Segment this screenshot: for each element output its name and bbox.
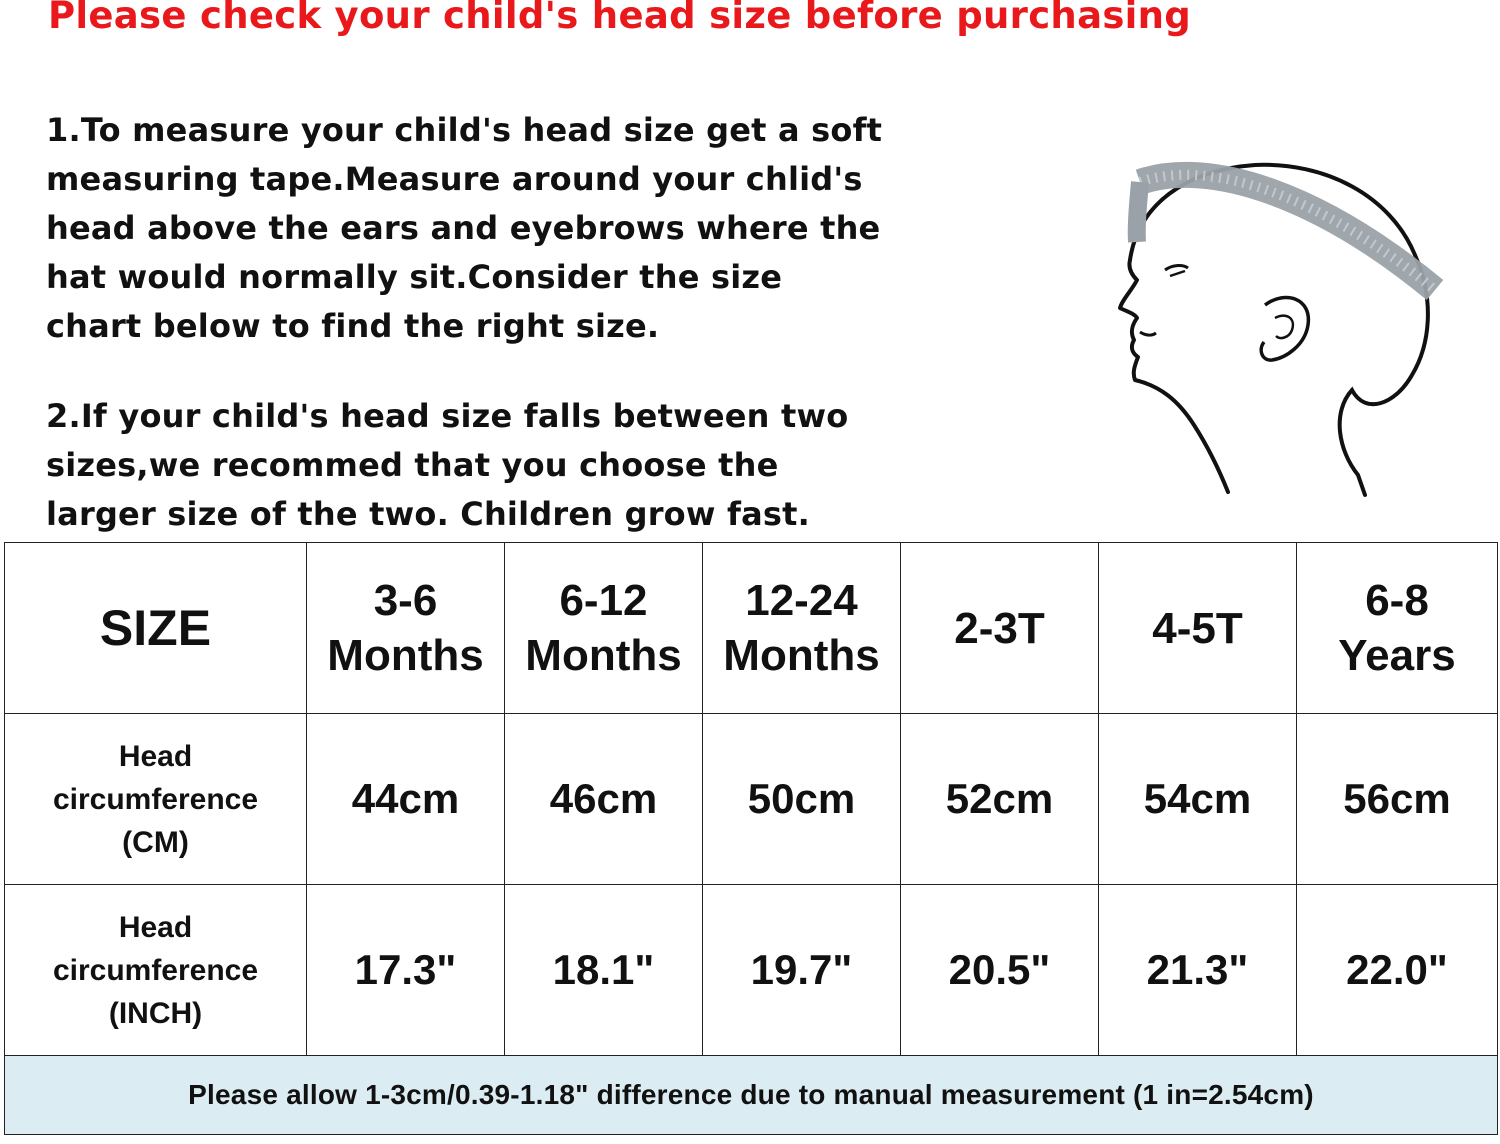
cm-value: 54cm [1099, 714, 1297, 885]
size-column-header [703, 543, 901, 714]
size-unit: Years [1338, 631, 1456, 680]
label-line: (CM) [122, 825, 189, 859]
size-value: 4-5T [1152, 603, 1243, 653]
size-column-header [1297, 543, 1498, 714]
size-column-header [1099, 543, 1297, 714]
size-value: 2-3T [954, 603, 1045, 653]
inch-row-label [5, 885, 307, 1056]
cm-value: 52cm [901, 714, 1099, 885]
cm-row [5, 714, 1498, 885]
inch-value: 19.7" [703, 885, 901, 1056]
size-value: 6-8 [1365, 576, 1429, 625]
instruction-paragraph-2 [46, 392, 1056, 539]
instruction-line: hat would normally sit.Consider the size [46, 258, 783, 296]
label-line: circumference [52, 953, 259, 987]
size-header-label: SIZE [5, 543, 307, 714]
size-value: 6-12 [559, 576, 648, 625]
label-line: Head [118, 739, 193, 773]
instruction-line: 2.If your child's head size falls between two [46, 397, 849, 435]
size-column-header [307, 543, 505, 714]
inch-value: 20.5" [901, 885, 1099, 1056]
cm-value: 50cm [703, 714, 901, 885]
page-title: Please check your child's head size before purchasing [48, 0, 1192, 37]
measurement-note: Please allow 1-3cm/0.39-1.18" difference due to manual measurement (1 in=2.54cm) [5, 1056, 1498, 1135]
inch-value: 18.1" [505, 885, 703, 1056]
instruction-line: chart below to find the right size. [46, 307, 660, 345]
label-line: Head [118, 910, 193, 944]
instruction-line: measuring tape.Measure around your chlid's [46, 160, 863, 198]
cm-value: 46cm [505, 714, 703, 885]
size-column-header [901, 543, 1099, 714]
size-unit: Months [327, 631, 484, 680]
instruction-line: head above the ears and eyebrows where the [46, 209, 881, 247]
note-row [5, 1056, 1498, 1135]
label-line: circumference [52, 782, 259, 816]
size-column-header [505, 543, 703, 714]
inch-value: 17.3" [307, 885, 505, 1056]
cm-row-label [5, 714, 307, 885]
size-value: 3-6 [373, 576, 438, 625]
cm-value: 44cm [307, 714, 505, 885]
size-chart-table [4, 542, 1498, 1135]
instruction-line: larger size of the two. Children grow fast. [46, 495, 810, 533]
label-line: (INCH) [108, 996, 203, 1030]
size-unit: Months [525, 631, 682, 680]
size-header-row [5, 543, 1498, 714]
instruction-paragraph-1 [46, 106, 1056, 351]
size-unit: Months [723, 631, 880, 680]
inch-value: 21.3" [1099, 885, 1297, 1056]
head-measurement-illustration-icon [1090, 150, 1450, 500]
size-value: 12-24 [745, 576, 858, 625]
instruction-line: sizes,we recommed that you choose the [46, 446, 779, 484]
inch-value: 22.0" [1297, 885, 1498, 1056]
instruction-line: 1.To measure your child's head size get a soft [46, 111, 883, 149]
cm-value: 56cm [1297, 714, 1498, 885]
inch-row [5, 885, 1498, 1056]
